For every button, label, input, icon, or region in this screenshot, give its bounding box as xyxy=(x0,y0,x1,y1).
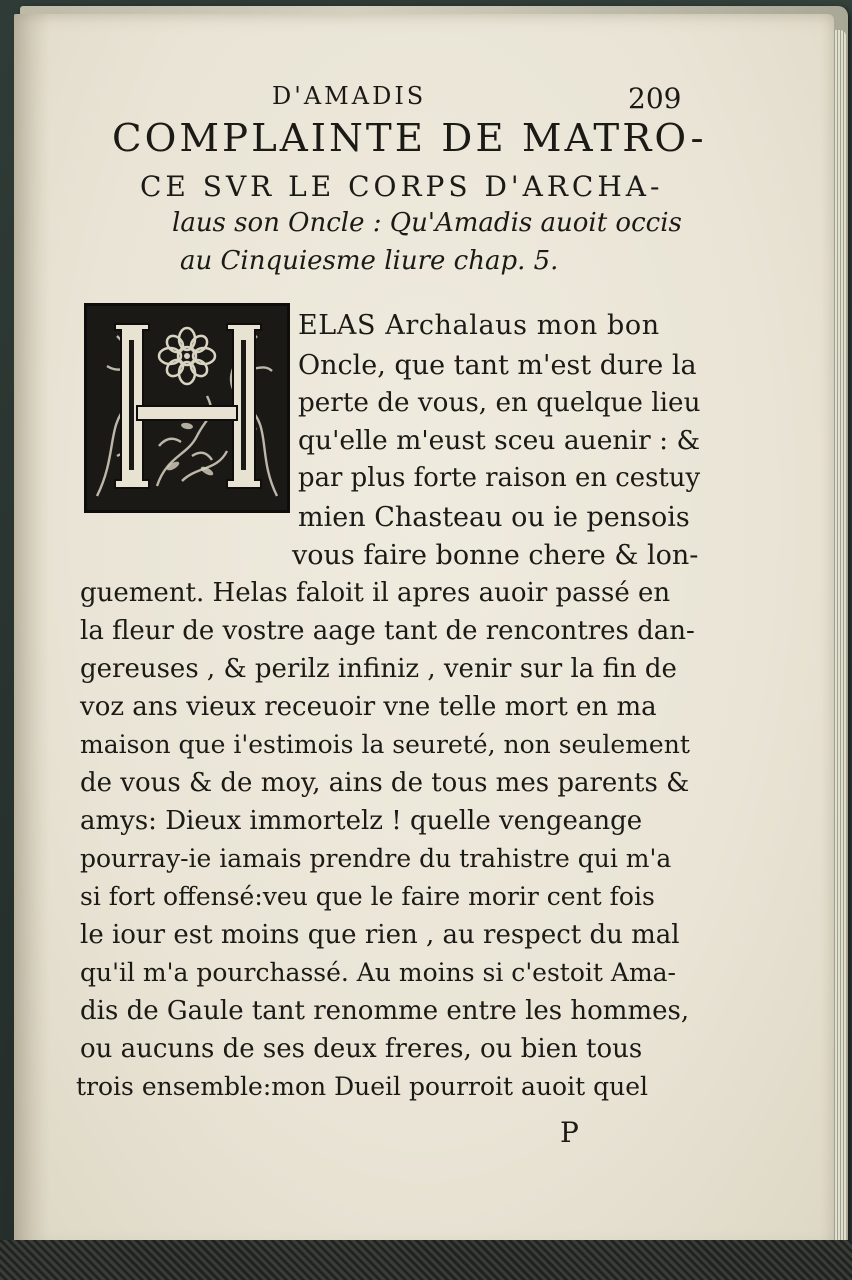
chapter-title-line-4: au Cinquiesme liure chap. 5. xyxy=(180,246,559,276)
body-line: vous faire bonne chere & lon- xyxy=(292,540,699,571)
body-line: si fort offensé:veu que le faire morir cent fois xyxy=(80,882,655,911)
body-line: la fleur de vostre aage tant de rencontres dan- xyxy=(80,616,695,646)
page-gutter-shadow xyxy=(14,14,50,1250)
body-line: maison que i'estimois la seureté, non seulement xyxy=(80,730,690,759)
body-line: mien Chasteau ou ie pensois xyxy=(298,502,690,533)
page-edges xyxy=(832,30,846,1250)
body-line: amys: Dieux immortelz ! quelle vengeange xyxy=(80,806,643,836)
body-line: qu'elle m'eust sceu auenir : & xyxy=(298,425,701,456)
chapter-title-line-3: laus son Oncle : Qu'Amadis auoit occis xyxy=(172,208,682,238)
woodcut-initial-icon xyxy=(84,303,290,513)
body-line: par plus forte raison en cestuy xyxy=(298,463,701,493)
body-line: gereuses , & perilz infiniz , venir sur la fin de xyxy=(80,654,677,684)
body-line: Oncle, que tant m'est dure la xyxy=(298,350,697,381)
running-head: D'AMADIS xyxy=(272,82,427,110)
chapter-title-line-2: CE SVR LE CORPS D'ARCHA- xyxy=(140,170,664,203)
body-line: voz ans vieux receuoir vne telle mort en ma xyxy=(80,692,657,722)
body-line: ELAS Archalaus mon bon xyxy=(298,310,660,341)
body-line: qu'il m'a pourchassé. Au moins si c'estoit Ama- xyxy=(80,958,677,987)
body-line: le iour est moins que rien , au respect du mal xyxy=(80,920,680,950)
body-line: trois ensemble:mon Dueil pourroit auoit quel xyxy=(76,1072,648,1101)
chapter-title-line-1: COMPLAINTE DE MATRO- xyxy=(112,116,707,161)
body-line: guement. Helas faloit il apres auoir passé en xyxy=(80,578,671,608)
body-line: dis de Gaule tant renomme entre les hommes, xyxy=(80,996,690,1026)
catchword-signature: P xyxy=(560,1116,579,1149)
background-cloth-bottom xyxy=(0,1240,852,1280)
page-number: 209 xyxy=(628,82,682,115)
body-line: perte de vous, en quelque lieu xyxy=(298,388,701,418)
body-line: ou aucuns de ses deux freres, ou bien tous xyxy=(80,1034,643,1064)
body-line: de vous & de moy, ains de tous mes parents & xyxy=(80,768,690,798)
body-line: pourray-ie iamais prendre du trahistre qui m'a xyxy=(80,844,672,873)
